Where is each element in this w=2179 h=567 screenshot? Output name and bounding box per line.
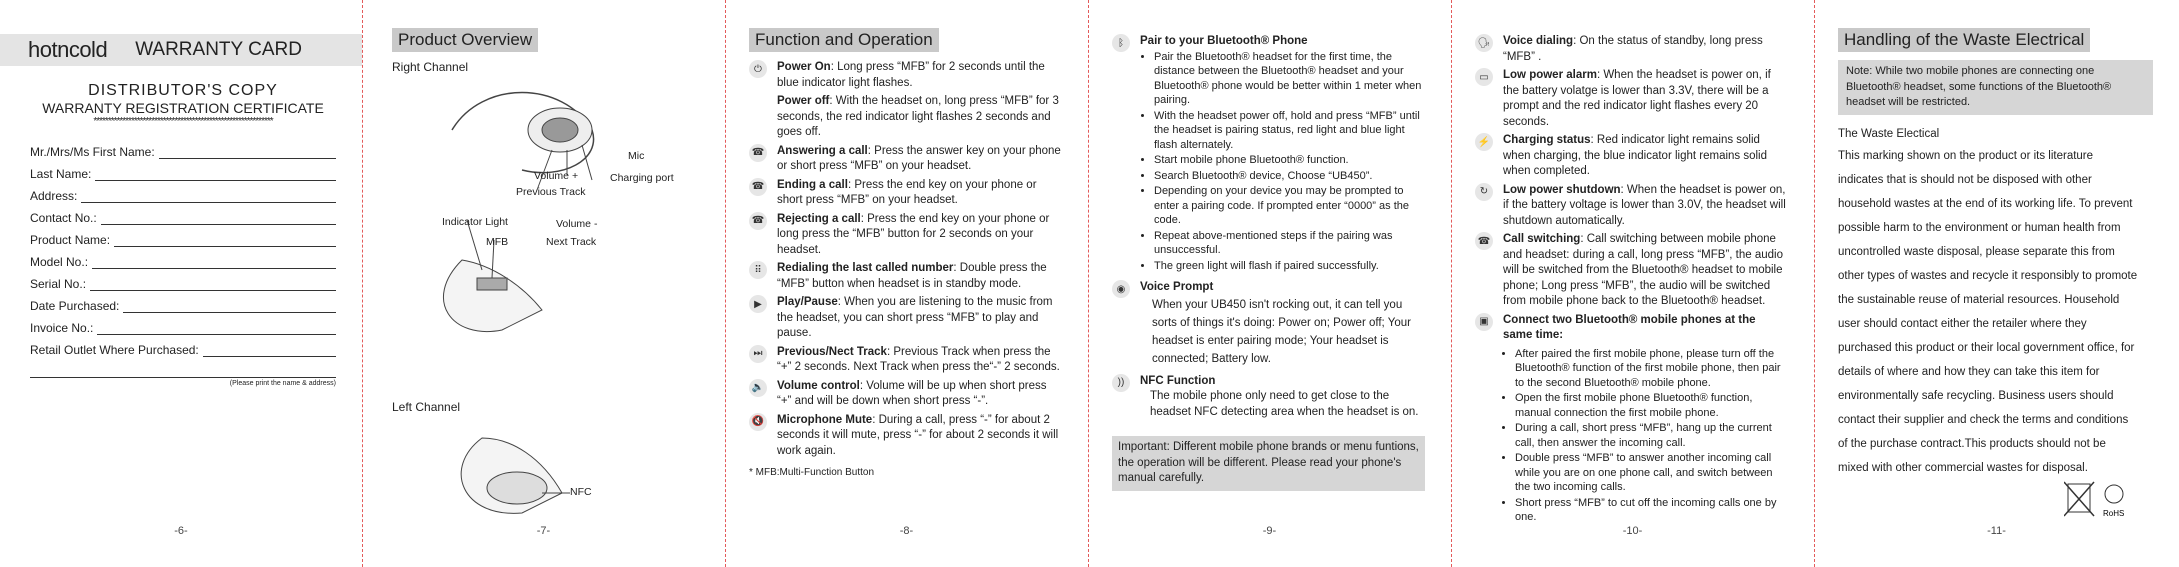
feature-desc: : When the headset is power on, if the battery volatge is lower than 3.3V, there will be a prompt and the red indicator light flashes every 20 seconds. [1503, 69, 1771, 128]
form-field[interactable] [30, 181, 336, 203]
voice-section [1112, 280, 1425, 368]
function-list [749, 60, 1062, 459]
field-line[interactable] [101, 212, 336, 225]
battery-low-icon: ▭ [1475, 68, 1493, 86]
function-desc: : Long press “MFB” for 2 seconds until the blue indicator light flashes. [777, 61, 1045, 89]
function-desc: : Press the end key on your phone or short press “MFB” on your headset. [777, 178, 1037, 206]
important-note: Important: Different mobile phone brands or menu funtions, the operation will be different. Please read your phone's manual carefully. [1112, 436, 1425, 491]
function-title: Answering a call [777, 144, 868, 157]
form-field[interactable] [30, 203, 336, 225]
form-field[interactable] [30, 313, 336, 335]
field-label: Last Name: [30, 167, 92, 181]
field-line[interactable] [81, 190, 336, 203]
field-line[interactable] [159, 146, 336, 159]
label-previous-track: Previous Track [516, 186, 586, 198]
feature-text [1503, 313, 1788, 344]
function-desc: : During a call, press “-” for about 2 seconds it will mute, press “-” for about 2 seconds it will work again. [777, 413, 1059, 457]
charging-icon: ⚡ [1475, 133, 1493, 151]
feature-title: Voice dialing [1503, 35, 1574, 47]
function-item [749, 413, 1062, 460]
feature-item [1475, 34, 1788, 65]
dual-phone-step: • Open the first mobile phone Bluetooth® function, manual connection the first mobile phone. [1515, 391, 1788, 420]
dual-phone-step: • Short press “MFB” to cut off the incoming calls one by one. [1515, 496, 1788, 525]
mfb-button [477, 278, 507, 290]
left-channel-label: Left Channel [392, 400, 461, 414]
pair-title: Pair to your Bluetooth® Phone [1140, 35, 1308, 47]
pair-step: • Pair the Bluetooth® headset for the first time, the distance between the Bluetooth® headset and your Bluetooth® phone would be better within 1 meter when pairing. [1154, 50, 1425, 108]
feature-desc: : On the status of standby, long press “MFB” . [1503, 35, 1763, 63]
function-item [749, 212, 1062, 259]
page-number: -10- [1622, 525, 1643, 537]
function-title: Microphone Mute [777, 413, 873, 426]
function-title: Volume control [777, 379, 860, 392]
field-line[interactable] [90, 278, 336, 291]
rohs-label: RoHS [2103, 509, 2125, 518]
nfc-text: The mobile phone only need to get close to the headset NFC detecting area when the headset is on. [1150, 390, 1419, 418]
form-field[interactable] [30, 159, 336, 181]
pair-step: • Start mobile phone Bluetooth® function. [1154, 153, 1425, 168]
dual-phone-steps [1475, 347, 1788, 525]
voice-dial-icon: 🗣 [1475, 34, 1493, 52]
nfc-area [487, 472, 547, 504]
field-line[interactable] [95, 168, 336, 181]
function-title: Ending a call [777, 178, 848, 191]
phone-end-icon: ☎ [749, 178, 767, 196]
pair-step: • Depending on your device you may be prompted to enter a pairing code. If prompted enter “0000” as the code. [1154, 184, 1425, 228]
feature-title: Low power alarm [1503, 69, 1597, 81]
function-item [749, 94, 1062, 141]
feature-text [1503, 133, 1788, 180]
page-number: -8- [899, 525, 914, 537]
function-title: Play/Pause [777, 296, 838, 308]
label-volume-up: Volume + [534, 170, 579, 182]
label-charging-port: Charging port [610, 172, 674, 184]
feature-title: Call switching [1503, 233, 1581, 245]
two-phones-icon: ▣ [1475, 313, 1493, 331]
voice-text: When your UB450 isn't rocking out, it can tell you sorts of things it's doing: Power on; Power off; Your headset is enter pairing mode; Your headset is connected; Battery low. [1152, 298, 1411, 365]
feature-desc: : Call switching between mobile phone and headset: during a call, long press “MFB”, the audio will be switched from the Bluetooth® headset to mobile phone; Long press “MFB”, the audio will be switched from mobile phone back to the Bluetooth® headset. [1503, 233, 1783, 307]
function-desc: : Double press the “MFB” button when headset is in standby mode. [777, 262, 1047, 290]
bluetooth-icon: ᛒ [1112, 34, 1130, 52]
field-label: Serial No.: [30, 277, 87, 291]
feature-text [1503, 68, 1788, 130]
field-label: Contact No.: [30, 211, 97, 225]
function-item [749, 261, 1062, 292]
print-note: (Please print the name & address) [229, 380, 336, 387]
certificate-title: WARRANTY REGISTRATION CERTIFICATE [42, 100, 324, 116]
feature-item [1475, 183, 1788, 230]
field-label: Address: [30, 189, 78, 203]
form-field[interactable] [30, 137, 336, 159]
page-pairing [1088, 0, 1451, 567]
section-heading: Function and Operation [749, 28, 939, 52]
function-text [777, 94, 1062, 141]
feature-title: Low power shutdown [1503, 183, 1621, 196]
keypad-icon: ⠿ [749, 261, 767, 279]
label-nfc: NFC [570, 486, 592, 498]
feature-desc: : When the headset is power on, if the battery voltage is lower than 3.0V, the headset will shutdown automatically. [1503, 183, 1786, 227]
function-text [777, 295, 1062, 342]
field-label: Model No.: [30, 255, 89, 269]
field-label: Date Purchased: [30, 299, 120, 313]
feature-item [1475, 68, 1788, 130]
pair-steps [1140, 50, 1425, 274]
field-line[interactable] [123, 300, 336, 313]
dual-phone-step: • After paired the first mobile phone, please turn off the Bluetooth® function of the first mobile phone, then pair to the second Bluetooth® mobile phone. [1515, 347, 1788, 391]
skip-track-icon: ⏭ [749, 345, 767, 363]
page-warranty-card [0, 0, 362, 567]
call-switch-icon: ☎ [1475, 232, 1493, 250]
mic-mute-icon: 🔇 [749, 413, 767, 431]
star-divider: ************************************************************** [93, 116, 273, 127]
signature-line [30, 377, 336, 378]
section-heading: Handling of the Waste Electrical [1838, 28, 2090, 52]
nfc-title: NFC Function [1140, 374, 1216, 387]
feature-title: Charging status [1503, 134, 1591, 146]
form-field[interactable] [30, 269, 336, 291]
power-icon: ⏻ [749, 60, 767, 78]
feature-text [1503, 232, 1788, 310]
function-item [749, 60, 1062, 91]
brand-logo: hotncold [28, 37, 108, 62]
right-channel-label: Right Channel [392, 60, 469, 74]
function-text [777, 379, 1062, 410]
page-product-overview [362, 0, 725, 567]
feature-item [1475, 313, 1788, 344]
function-item [749, 295, 1062, 342]
field-label: Retail Outlet Where Purchased: [30, 343, 199, 357]
field-line[interactable] [114, 234, 336, 247]
footnote: * MFB:Multi-Function Button [749, 467, 875, 478]
function-text [777, 144, 1062, 175]
function-item [749, 144, 1062, 175]
shutdown-icon: ↻ [1475, 183, 1493, 201]
form-field[interactable] [30, 247, 336, 269]
dual-phone-step: • During a call, short press “MFB”, hang up the current call, then answer the incoming call. [1515, 421, 1788, 450]
rohs-icon [2105, 485, 2123, 503]
function-text [777, 178, 1062, 209]
waste-body: This marking shown on the product or its literature indicates that is should not be disposed with other household wastes at the end of its working life. To prevent possible harm to the environment or human health from uncontrolled waste disposal, please separate this from other types of wastes and recycle it responsibly to promote the sustainable reuse of material resources. Household user should contact either the retailer where they purchased this product or their local government office, for details of where and how they can take this item for environmentally safe recycling. Business users should contact their supplier and check the terms and conditions of the purchase contract.This products should not be mixed with other commercial wastes for disposal. [1838, 150, 2138, 474]
label-next-track: Next Track [546, 236, 597, 248]
function-text [777, 212, 1062, 259]
pair-step: • The green light will flash if paired successfully. [1154, 259, 1425, 274]
feature-text [1503, 183, 1788, 230]
voice-prompt-icon: ◉ [1112, 280, 1130, 298]
function-text [777, 413, 1062, 460]
function-text [777, 345, 1062, 376]
pair-step: • With the headset power off, hold and press “MFB” until the headset is pairing status, red light and blue light flash alternately. [1154, 109, 1425, 153]
field-line[interactable] [97, 322, 336, 335]
function-desc: : Press the end key on your phone or long press the “MFB” button for 2 seconds on your headset. [777, 212, 1050, 256]
nfc-icon: )) [1112, 374, 1130, 392]
function-title: Power On [777, 61, 831, 73]
function-desc: : Volume will be up when short press “+” and will be down when short press “-”. [777, 379, 1047, 407]
voice-title: Voice Prompt [1140, 281, 1214, 293]
function-desc: : When you are listening to the music from the headset, you can short press “MFB” to play and pause. [777, 296, 1053, 339]
distributor-copy: DISTRIBUTOR'S COPY [88, 82, 278, 99]
function-item [749, 178, 1062, 209]
pair-step: • Repeat above-mentioned steps if the pairing was unsuccessful. [1154, 229, 1425, 258]
speaker-grille [542, 118, 578, 142]
form-field[interactable] [30, 291, 336, 313]
form-field[interactable] [30, 225, 336, 247]
waste-subtitle: The Waste Electical [1838, 127, 1940, 140]
label-indicator-light: Indicator Light [442, 216, 508, 228]
section-heading: Product Overview [392, 28, 538, 52]
page-advanced-functions [1451, 0, 1814, 567]
page-number: -7- [536, 525, 551, 537]
feature-item [1475, 133, 1788, 180]
function-desc: : With the headset on, long press “MFB” for 3 seconds, the red indicator light flashes 2 seconds and goes off. [777, 95, 1059, 138]
function-text [777, 261, 1062, 292]
field-label: Invoice No.: [30, 321, 94, 335]
function-desc: : Press the answer key on your phone or short press “MFB” on your headset. [777, 144, 1061, 172]
dual-phone-step: • Double press “MFB” to answer another incoming call while you are on one phone call, and switch between the two incoming calls. [1515, 451, 1788, 495]
play-pause-icon: ▶ [749, 295, 767, 313]
page-number: -9- [1262, 525, 1277, 537]
field-label: Product Name: [30, 233, 111, 247]
function-item [749, 345, 1062, 376]
feature-desc: : Red indicator light remains solid when charging, the blue indicator light remains solid when completed. [1503, 134, 1768, 177]
feature-item [1475, 232, 1788, 310]
field-label: Mr./Mrs/Ms First Name: [30, 145, 155, 159]
nfc-section [1112, 374, 1425, 421]
right-headset-diagram [392, 70, 692, 370]
left-headset-diagram [442, 418, 642, 528]
pair-step: • Search Bluetooth® device, Choose “UB450”. [1154, 169, 1425, 184]
page-waste-handling [1814, 0, 2179, 567]
function-text [777, 60, 1062, 91]
function-title: Redialing the last called number [777, 262, 954, 274]
warranty-header [0, 34, 362, 66]
page-number: -11- [1987, 525, 2006, 537]
function-title: Power off [777, 95, 830, 107]
function-title: Rejecting a call [777, 212, 861, 225]
feature-text [1503, 34, 1788, 65]
blank-icon [749, 94, 767, 112]
field-line[interactable] [92, 256, 336, 269]
function-title: Previous/Nect Track [777, 345, 887, 358]
page-number: -6- [174, 525, 188, 537]
warranty-title: WARRANTY CARD [135, 39, 302, 60]
label-mic: Mic [628, 150, 645, 162]
function-desc: : Previous Track when press the “+” 2 seconds. Next Track when press the“-” 2 seconds. [777, 345, 1060, 373]
recycling-marks [2064, 480, 2134, 520]
form-field[interactable] [30, 335, 336, 357]
phone-answer-icon: ☎ [749, 144, 767, 162]
field-line[interactable] [203, 344, 336, 357]
phone-reject-icon: ☎ [749, 212, 767, 230]
page-function-operation [725, 0, 1088, 567]
volume-icon: 🔈 [749, 379, 767, 397]
function-item [749, 379, 1062, 410]
registration-form [30, 137, 336, 357]
restriction-note: Note: While two mobile phones are connecting one Bluetooth® headset, some functions of the Bluetooth® headset will be restricted. [1838, 60, 2153, 115]
feature-title: Connect two Bluetooth® mobile phones at the same time: [1503, 313, 1756, 341]
label-mfb: MFB [486, 236, 509, 248]
advanced-function-list [1475, 34, 1788, 344]
label-volume-down: Volume - [556, 218, 598, 230]
pair-section [1112, 34, 1425, 274]
